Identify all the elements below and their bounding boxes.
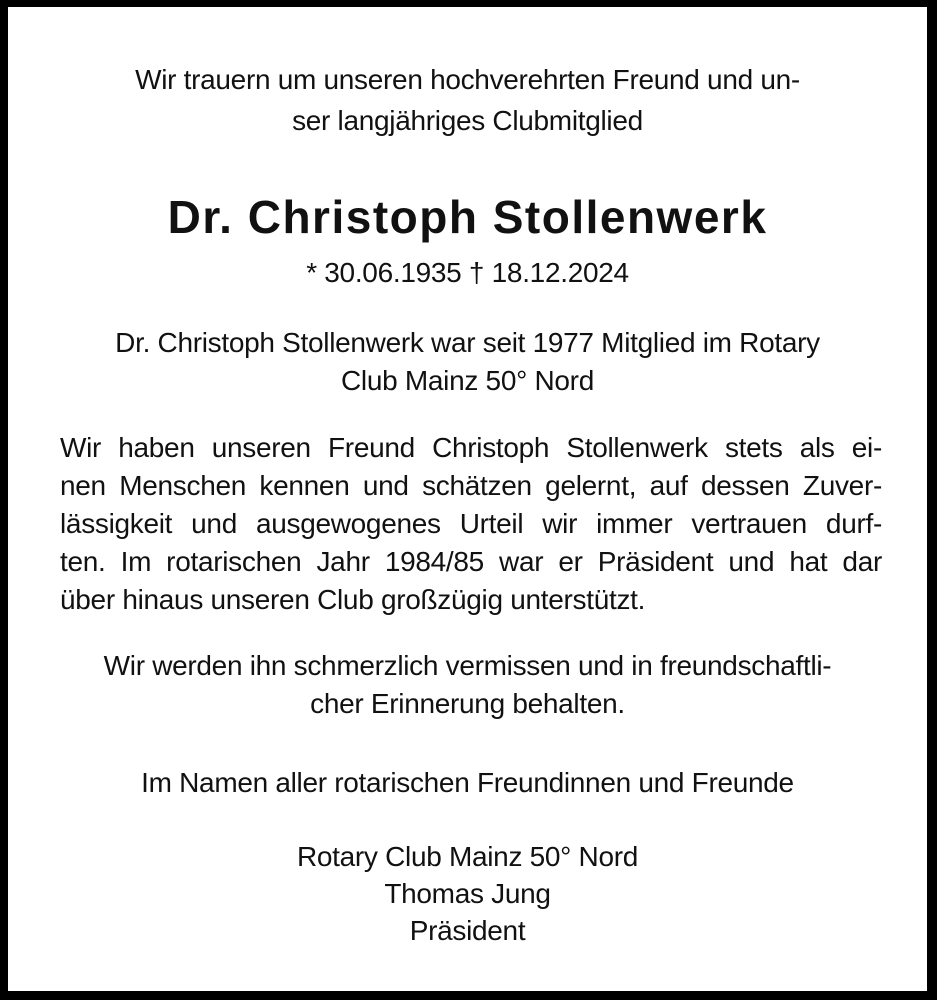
intro-line-2: ser langjähriges Clubmitglied [292, 105, 643, 136]
tribute-line-1: Wir haben unseren Freund Christoph Stollenwerk stets als ei- [60, 432, 882, 463]
signature-organization: Rotary Club Mainz 50° Nord [296, 841, 639, 872]
tribute-line-2: nen Menschen kennen und schätzen gelernt, auf dessen Zuver- [60, 470, 882, 501]
obituary-notice [8, 7, 927, 991]
on-behalf-line: Im Namen aller rotarischen Freundinnen und Freunde [141, 767, 794, 798]
signature-person: Thomas Jung [384, 878, 551, 909]
tribute-line-4: ten. Im rotarischen Jahr 1984/85 war er Präsident und hat dar [60, 546, 882, 577]
signature-role: Präsident [409, 915, 526, 946]
life-dates: * 30.06.1935 † 18.12.2024 [306, 257, 629, 288]
deceased-name: Dr. Christoph Stollenwerk [167, 191, 768, 243]
membership-line-1: Dr. Christoph Stollenwerk war seit 1977 Mitglied im Rotary [115, 327, 820, 358]
remembrance-line-2: cher Erinnerung behalten. [310, 688, 625, 719]
membership-line-2: Club Mainz 50° Nord [341, 365, 594, 396]
tribute-line-3: lässigkeit und ausgewogenes Urteil wir immer vertrauen durf- [60, 508, 882, 539]
remembrance-line-1: Wir werden ihn schmerzlich vermissen und in freundschaftli- [103, 650, 832, 681]
tribute-line-5: über hinaus unseren Club großzügig unterstützt. [60, 584, 646, 615]
intro-line-1: Wir trauern um unseren hochverehrten Freund und un- [135, 64, 800, 95]
